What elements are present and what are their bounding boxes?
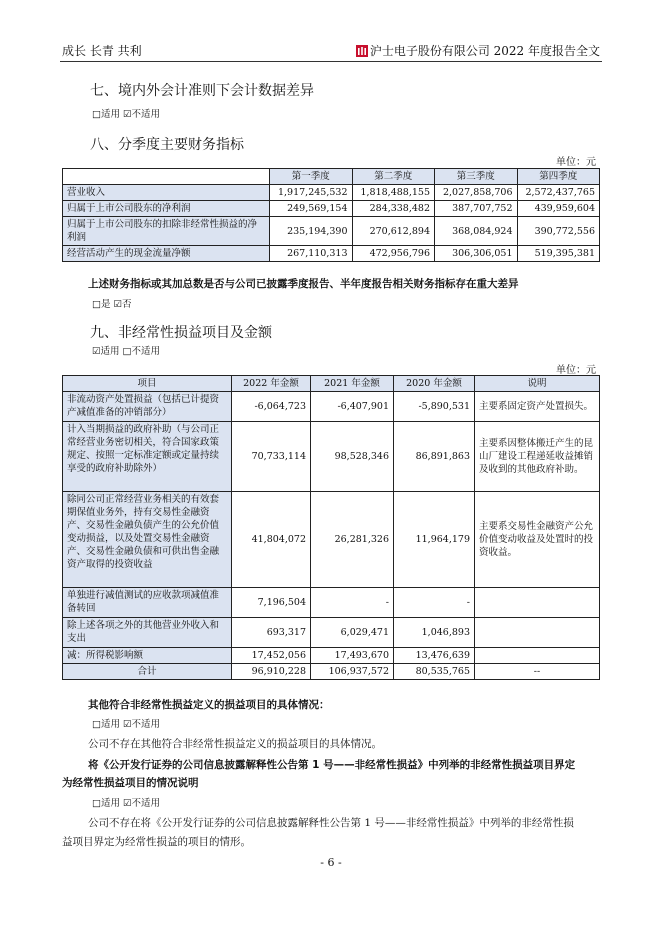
cell-2020: 11,964,179 (394, 492, 475, 588)
table-row (63, 246, 600, 262)
other-heading: 其他符合非经常性损益定义的损益项目的具体情况： (88, 699, 330, 711)
section-9-title: 九、非经常性损益项目及金额 (90, 325, 272, 341)
reclass-paragraph-line1: 公司不存在将《公开发行证券的公司信息披露解释性公告第 1 号——非经常性损益》中列举的非经常性损 (88, 817, 574, 829)
row-label: 归属于上市公司股东的净利润 (63, 201, 270, 217)
cell-2020: 13,476,639 (394, 648, 475, 664)
reclass-paragraph-line2: 益项目界定为经常性损益的项目的情形。 (62, 836, 251, 848)
cell-value: 472,956,796 (352, 246, 435, 262)
non-recurring-table (62, 375, 600, 680)
cell-value: 390,772,556 (517, 217, 600, 246)
section-9-option: ☑适用 □不适用 (92, 346, 161, 357)
table-row (63, 185, 600, 201)
table-row (63, 588, 600, 618)
section-7-option: □适用 ☑不适用 (92, 109, 161, 120)
section-9-unit: 单位：元 (556, 365, 596, 376)
cell-2021: 6,029,471 (311, 618, 394, 648)
col-q4: 第四季度 (517, 169, 600, 185)
col-item: 项目 (63, 376, 232, 392)
total-2020: 80,535,765 (394, 664, 475, 680)
cell-value: 368,084,924 (435, 217, 518, 246)
cell-2022: 41,804,072 (232, 492, 311, 588)
cell-2022: 70,733,114 (232, 422, 311, 492)
cell-value: 2,027,858,706 (435, 185, 518, 201)
total-note: -- (475, 664, 600, 680)
section-8-unit: 单位：元 (556, 157, 596, 168)
row-label: 计入当期损益的政府补助（与公司正常经营业务密切相关，符合国家政策规定、按照一定标准定额或定量持续享受的政府补助除外） (63, 422, 232, 492)
cell-value: 249,569,154 (270, 201, 353, 217)
cell-note: 主要系固定资产处置损失。 (475, 392, 600, 422)
cell-value: 1,917,245,532 (270, 185, 353, 201)
header-report-title: 沪士电子股份有限公司 2022 年度报告全文 (369, 44, 600, 58)
table-row (63, 648, 600, 664)
total-2021: 106,937,572 (311, 664, 394, 680)
cell-value: 387,707,752 (435, 201, 518, 217)
cell-value: 235,194,390 (270, 217, 353, 246)
row-label: 除上述各项之外的其他营业外收入和支出 (63, 618, 232, 648)
col-q3: 第三季度 (435, 169, 518, 185)
cell-2020: - (394, 588, 475, 618)
col-note: 说明 (475, 376, 600, 392)
section-8-title: 八、分季度主要财务指标 (90, 137, 244, 153)
cell-2022: 17,452,056 (232, 648, 311, 664)
cell-2020: 1,046,893 (394, 618, 475, 648)
cell-note (475, 618, 600, 648)
col-q1: 第一季度 (270, 169, 353, 185)
cell-value: 306,306,051 (435, 246, 518, 262)
col-2021: 2021 年金额 (311, 376, 394, 392)
page-number: - 6 - (320, 856, 342, 869)
company-logo-icon (356, 45, 368, 57)
table-row (63, 492, 600, 588)
row-label: 单独进行减值测试的应收款项减值准备转回 (63, 588, 232, 618)
table-total-row (63, 664, 600, 680)
col-2022: 2022 年金额 (232, 376, 311, 392)
table-header-row (63, 169, 600, 185)
header-divider (60, 61, 602, 62)
table-row (63, 392, 600, 422)
cell-2020: 86,891,863 (394, 422, 475, 492)
table-row (63, 217, 600, 246)
row-label: 除同公司正常经营业务相关的有效套期保值业务外，持有交易性金融资产、交易性金融负债产生的公允价值变动损益，以及处置交易性金融资产、交易性金融负债和可供出售金融资产取得的投资收益 (63, 492, 232, 588)
cell-2021: -6,407,901 (311, 392, 394, 422)
row-label: 非流动资产处置损益（包括已计提资产减值准备的冲销部分） (63, 392, 232, 422)
table-row (63, 618, 600, 648)
section-8-note: 上述财务指标或其加总数是否与公司已披露季度报告、半年度报告相关财务指标存在重大差异 (88, 278, 519, 290)
cell-2022: 693,317 (232, 618, 311, 648)
total-label: 合计 (63, 664, 232, 680)
row-label: 减：所得税影响额 (63, 648, 232, 664)
reclass-heading-line2: 为经常性损益项目的情况说明 (62, 777, 199, 789)
row-label: 营业收入 (63, 185, 270, 201)
col-q2: 第二季度 (352, 169, 435, 185)
cell-2022: -6,064,723 (232, 392, 311, 422)
row-label: 归属于上市公司股东的扣除非经常性损益的净利润 (63, 217, 270, 246)
total-2022: 96,910,228 (232, 664, 311, 680)
cell-2021: - (311, 588, 394, 618)
reclass-option: □适用 ☑不适用 (92, 798, 161, 809)
header-blank (63, 169, 270, 185)
other-option: □适用 ☑不适用 (92, 719, 161, 730)
cell-value: 439,959,604 (517, 201, 600, 217)
cell-value: 1,818,488,155 (352, 185, 435, 201)
cell-2022: 7,196,504 (232, 588, 311, 618)
cell-note: 主要系因整体搬迁产生的昆山厂建设工程递延收益摊销及收到的其他政府补助。 (475, 422, 600, 492)
cell-2021: 98,528,346 (311, 422, 394, 492)
cell-value: 270,612,894 (352, 217, 435, 246)
cell-value: 284,338,482 (352, 201, 435, 217)
cell-value: 2,572,437,765 (517, 185, 600, 201)
reclass-heading-line1: 将《公开发行证券的公司信息披露解释性公告第 1 号——非经常性损益》中列举的非经常性损益项目界定 (88, 759, 576, 771)
row-label: 经营活动产生的现金流量净额 (63, 246, 270, 262)
other-paragraph: 公司不存在其他符合非经常性损益定义的损益项目的具体情况。 (88, 738, 382, 750)
cell-note (475, 588, 600, 618)
table-row (63, 422, 600, 492)
cell-2020: -5,890,531 (394, 392, 475, 422)
section-7-title: 七、境内外会计准则下会计数据差异 (90, 83, 314, 99)
header-company (356, 42, 600, 59)
cell-2021: 26,281,326 (311, 492, 394, 588)
cell-note (475, 648, 600, 664)
cell-value: 267,110,313 (270, 246, 353, 262)
cell-value: 519,395,381 (517, 246, 600, 262)
section-8-note-option: □是 ☑否 (92, 299, 132, 310)
header-slogan: 成长 长青 共利 (62, 44, 142, 58)
table-header-row (63, 376, 600, 392)
cell-note: 主要系交易性金融资产公允价值变动收益及处置时的投资收益。 (475, 492, 600, 588)
table-row (63, 201, 600, 217)
col-2020: 2020 年金额 (394, 376, 475, 392)
quarterly-table (62, 168, 600, 262)
cell-2021: 17,493,670 (311, 648, 394, 664)
